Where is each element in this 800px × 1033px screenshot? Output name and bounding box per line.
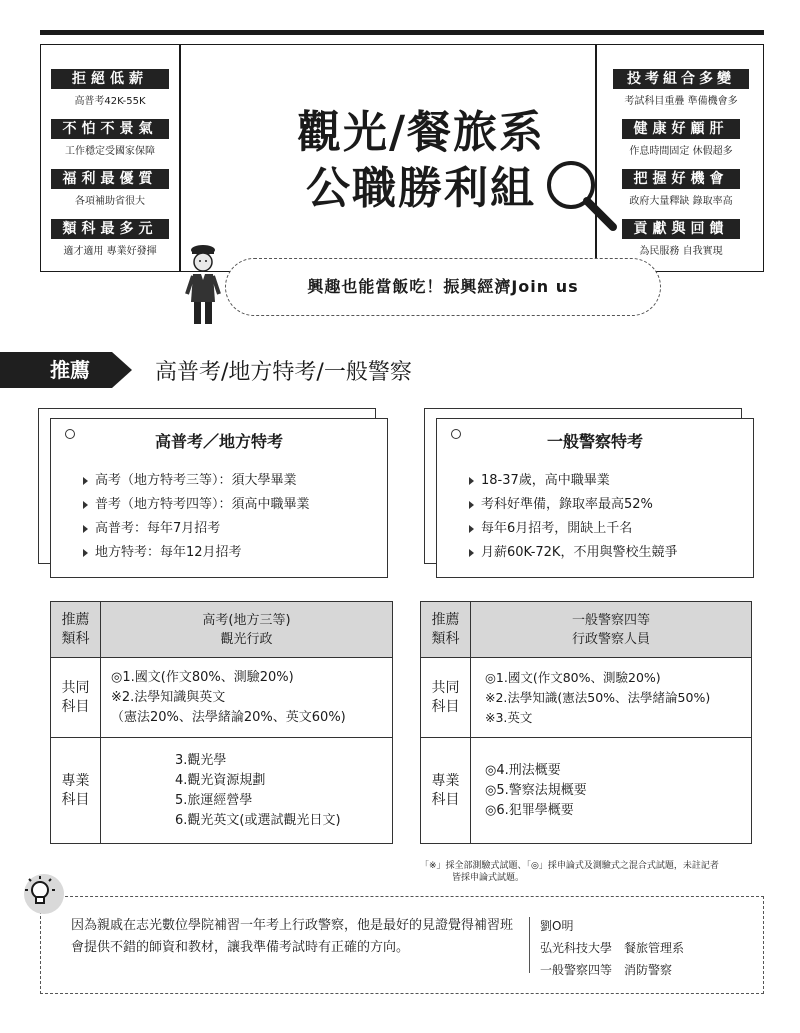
tag-sub: 各項補助省很大 <box>75 196 145 207</box>
cat-line: 科目 <box>431 698 460 715</box>
testimonial-author <box>540 915 684 981</box>
tag-title: 貢獻與回饋 <box>622 219 740 239</box>
tag-title: 投考組合多變 <box>613 69 749 89</box>
police-mascot-icon <box>185 244 221 328</box>
top-rule <box>40 30 764 35</box>
card-gov-exam <box>50 418 388 578</box>
list-item: 每年6月招考，開缺上千名 <box>469 517 677 541</box>
cat-line: 科目 <box>431 791 460 808</box>
list-item: 高考（地方特考三等）：須大學畢業 <box>83 469 310 493</box>
cat-line: 專業 <box>61 772 90 789</box>
table-row-common <box>421 658 752 738</box>
list-item: 普考（地方特考四等）：須高中職畢業 <box>83 493 310 517</box>
table-row-major <box>421 738 752 844</box>
card-title: 一般警察特考 <box>546 432 643 451</box>
testimonial-box <box>40 896 764 994</box>
tag-health <box>613 119 749 157</box>
tag-combinations <box>613 69 749 107</box>
header-cat-line: 推薦 <box>61 611 90 628</box>
common-subjects-cell <box>101 658 393 738</box>
header-title-line: 高考(地方三等) <box>202 612 291 628</box>
subject-table-tourism <box>50 601 393 844</box>
header-cat-cell <box>421 602 471 658</box>
author-name: 劉O明 <box>540 919 574 933</box>
subject-line: ※3.英文 <box>485 709 533 725</box>
subject-line: 4.觀光資源規劃 <box>175 772 266 788</box>
subject-line: ◎1.國文(作文80%、測驗20%) <box>111 669 294 685</box>
tag-sub: 適才適用 專業好發揮 <box>63 246 157 257</box>
tag-opportunity <box>613 169 749 207</box>
hero-title <box>256 105 586 217</box>
header-cat-line: 類科 <box>431 630 460 647</box>
tag-sub: 為民服務 自我實現 <box>639 246 723 257</box>
header-title-line: 行政警察人員 <box>571 631 650 647</box>
header-title-cell <box>101 602 393 658</box>
card-body <box>50 418 388 578</box>
author-result: 一般警察四等 消防警察 <box>540 963 673 977</box>
tag-diverse <box>51 219 169 257</box>
subject-line: ※2.法學知識與英文 <box>111 689 226 705</box>
header-title-cell <box>471 602 752 658</box>
list-item: 高普考：每年7月招考 <box>83 517 310 541</box>
subject-line: ◎6.犯罪學概要 <box>485 802 574 818</box>
tag-sub: 作息時間固定 休假超多 <box>629 146 733 157</box>
header-cat-cell <box>51 602 101 658</box>
card-list <box>469 469 677 565</box>
subject-line: 3.觀光學 <box>175 752 227 768</box>
subject-line: ◎1.國文(作文80%、測驗20%) <box>485 669 661 685</box>
tag-benefits <box>51 169 169 207</box>
hero-title-line2: 公職勝利組 <box>306 163 536 214</box>
list-item: 地方特考：每年12月招考 <box>83 541 310 565</box>
card-title: 高普考／地方特考 <box>154 432 283 451</box>
list-item: 18-37歲，高中職畢業 <box>469 469 677 493</box>
major-cat-cell <box>421 738 471 844</box>
legend-note <box>420 860 770 884</box>
tag-sub: 高普考42K-55K <box>74 96 146 107</box>
major-cat-cell <box>51 738 101 844</box>
tag-sub: 政府大量釋缺 錄取率高 <box>629 196 733 207</box>
tag-contribution <box>613 219 749 257</box>
tag-sub: 考試科目重疊 準備機會多 <box>624 96 738 107</box>
author-school: 弘光科技大學 餐旅管理系 <box>540 941 685 955</box>
major-subjects-cell <box>471 738 752 844</box>
list-item: 考科好準備，錄取率最高52% <box>469 493 677 517</box>
tag-title: 拒絕低薪 <box>51 69 169 89</box>
testimonial-quote: 因為親戚在志光數位學院補習一年考上行政警察，他是最好的見證覺得補習班會提供不錯的師資和教材，讓我準備考試時有正確的方向。 <box>71 918 514 955</box>
subject-line: ◎5.警察法規概要 <box>485 782 587 798</box>
tag-title: 不怕不景氣 <box>51 119 169 139</box>
tag-recession <box>51 119 169 157</box>
common-cat-cell <box>51 658 101 738</box>
recommend-title: 高普考/地方特考/一般警察 <box>155 360 412 385</box>
tag-low-salary <box>51 69 169 107</box>
note-line: 「※」採全部測驗式試題、「◎」採申論式及測驗式之混合式試題，未註記者 <box>420 861 719 871</box>
header-title-line: 觀光行政 <box>220 631 273 647</box>
magnifier-icon <box>541 155 621 235</box>
header-title-line: 一般警察四等 <box>571 612 650 628</box>
cat-line: 科目 <box>61 791 90 808</box>
slogan-bubble: 興趣也能當飯吃！振興經濟Join us <box>225 258 661 316</box>
subject-line: （憲法20%、法學緒論20%、英文60%) <box>111 709 346 725</box>
card-list <box>83 469 310 565</box>
subject-table-police <box>420 601 752 844</box>
cat-line: 共同 <box>431 679 460 696</box>
tag-title: 福利最優質 <box>51 169 169 189</box>
hero-left-divider <box>179 45 181 271</box>
cat-line: 專業 <box>431 772 460 789</box>
table-row-major <box>51 738 393 844</box>
list-item: 月薪60K-72K，不用與警校生競爭 <box>469 541 677 565</box>
recommend-label: 推薦 <box>50 358 90 382</box>
cat-line: 科目 <box>61 698 90 715</box>
cat-line: 共同 <box>61 679 90 696</box>
major-subjects-cell <box>101 738 393 844</box>
common-cat-cell <box>421 658 471 738</box>
subject-line: 6.觀光英文(或選試觀光日文) <box>175 812 341 828</box>
table-header-row <box>421 602 752 658</box>
table-header-row <box>51 602 393 658</box>
header-cat-line: 推薦 <box>431 611 460 628</box>
tag-title: 把握好機會 <box>622 169 740 189</box>
tag-title: 類科最多元 <box>51 219 169 239</box>
subject-line: ◎4.刑法概要 <box>485 762 561 778</box>
common-subjects-cell <box>471 658 752 738</box>
card-body <box>436 418 754 578</box>
card-police-exam <box>436 418 754 578</box>
tag-sub: 工作穩定受國家保障 <box>65 146 155 157</box>
hero-banner <box>40 44 764 272</box>
note-line: 皆採申論式試題。 <box>452 873 525 883</box>
subject-line: ※2.法學知識(憲法50%、法學緒論50%) <box>485 689 711 705</box>
lightbulb-icon <box>20 872 68 916</box>
table-row-common <box>51 658 393 738</box>
tag-title: 健康好顧肝 <box>622 119 740 139</box>
subject-line: 5.旅運經營學 <box>175 792 253 808</box>
header-cat-line: 類科 <box>61 630 90 647</box>
hero-title-line1: 觀光/餐旅系 <box>296 107 546 158</box>
testimonial-divider <box>529 917 530 973</box>
